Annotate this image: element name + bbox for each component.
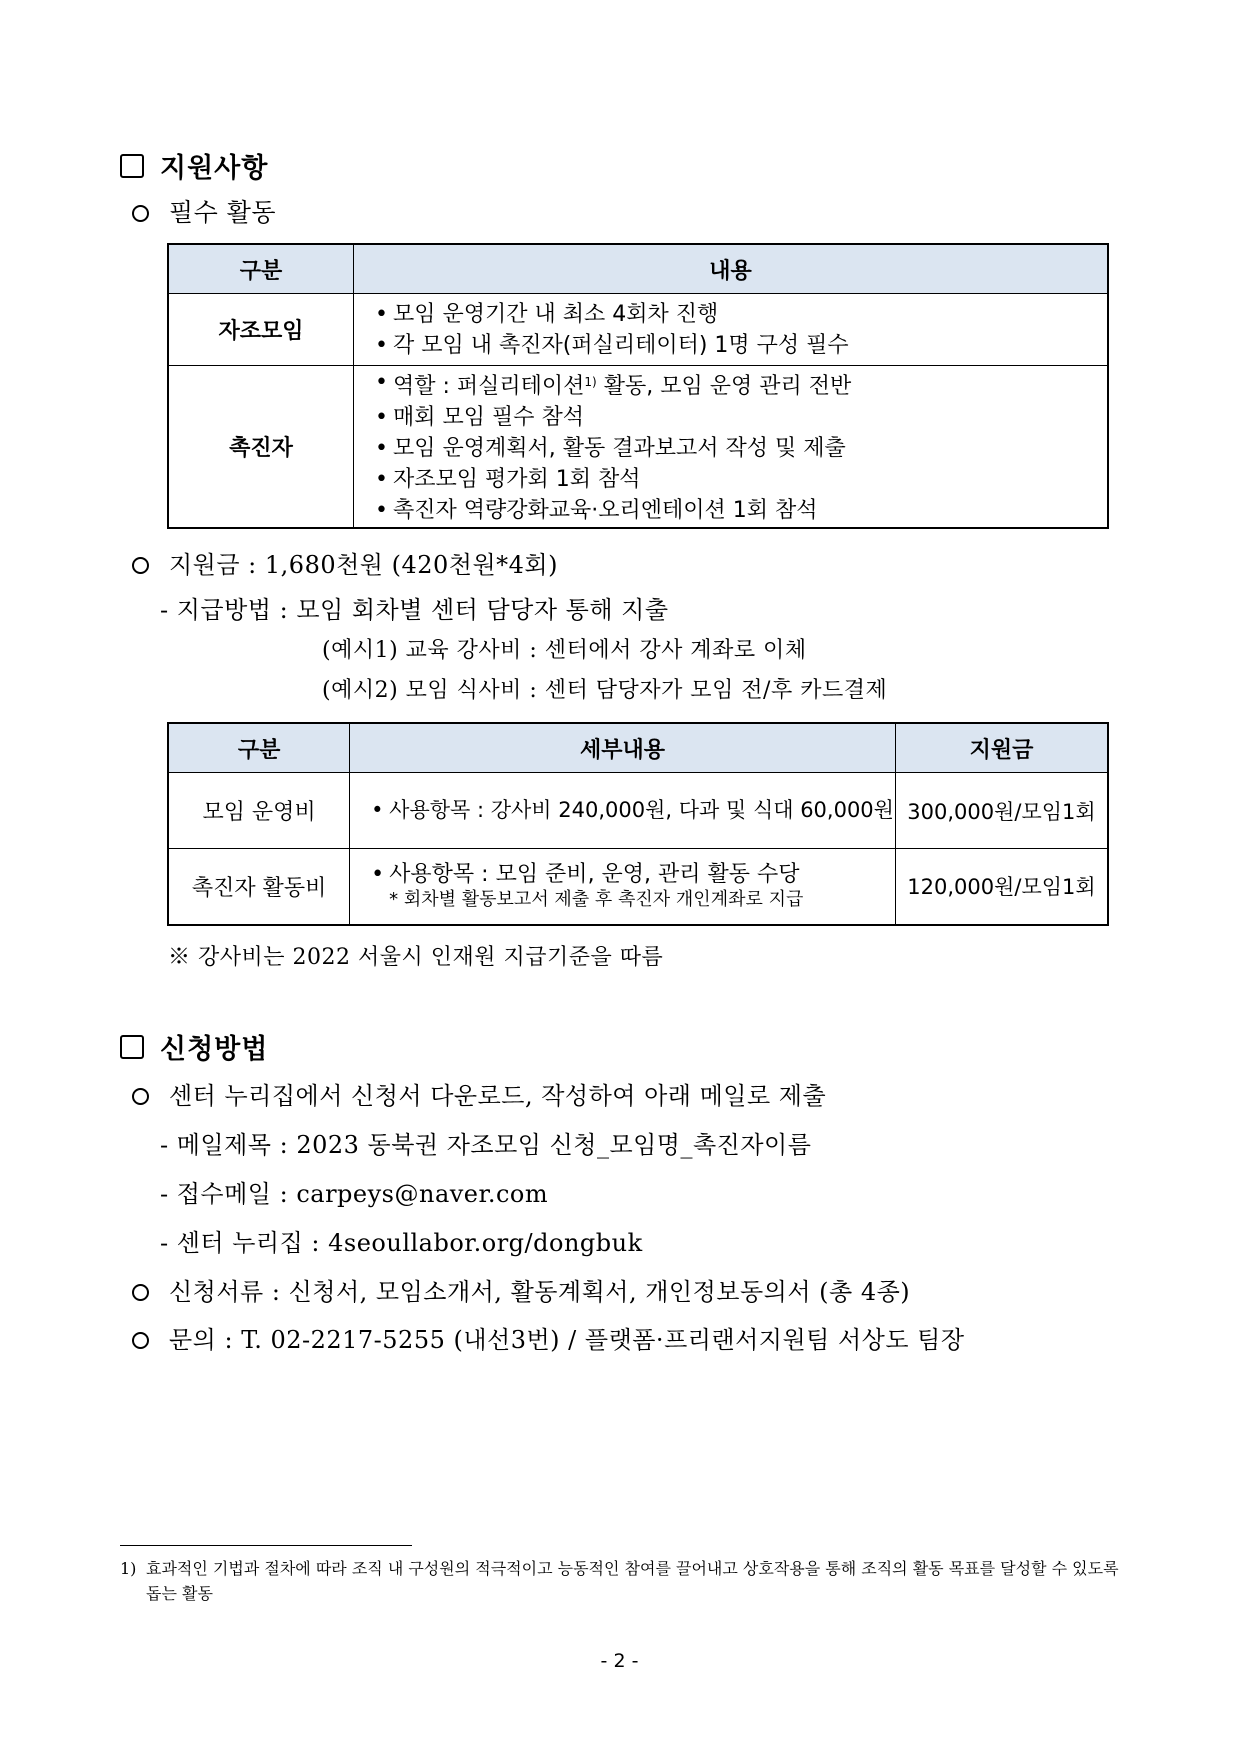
detail-note: * 회차별 활동보고서 제출 후 촉진자 개인계좌로 지급 <box>389 888 804 910</box>
table-row <box>168 849 1108 925</box>
section-heading-support <box>120 146 268 185</box>
website-line: - 센터 누리집 : 4seoullabor.org/dongbuk <box>160 1229 643 1257</box>
list-item: • 역할 : 퍼실리테이션$^{1)}$ 활동, 모임 운영 관리 전반 <box>375 367 1106 402</box>
section-title: 지원사항 <box>160 153 269 184</box>
list-item: • 촉진자 역량강화교육·오리엔테이션 1회 참석 <box>375 495 1106 526</box>
detail-list <box>351 795 894 826</box>
footnote-divider <box>120 1545 412 1546</box>
footnote <box>120 1556 1130 1606</box>
content-list <box>355 367 1106 526</box>
row-label: 모임 운영비 <box>168 773 350 849</box>
required-activity-label: 필수 활동 <box>132 193 276 229</box>
grant-detail-table <box>167 722 1109 926</box>
footnote-number: 1) <box>120 1559 137 1578</box>
list-item: • 매회 모임 필수 참석 <box>375 402 1106 433</box>
circle-bullet-icon <box>132 1284 149 1301</box>
list-item: • 자조모임 평가회 1회 참석 <box>375 464 1106 495</box>
grant-amount: 120,000원/모임1회 <box>895 849 1108 925</box>
table-header: 지원금 <box>895 723 1108 773</box>
circle-bullet-icon <box>132 557 149 574</box>
grant-amount-line: 지원금 : 1,680천원 (420천원*4회) <box>132 545 558 580</box>
section-heading-apply <box>120 1027 268 1066</box>
list-item: • 모임 운영계획서, 활동 결과보고서 작성 및 제출 <box>375 433 1106 464</box>
list-item: • 사용항목 : 강사비 240,000원, 다과 및 식대 60,000원 <box>371 795 894 826</box>
remark-note: ※ 강사비는 2022 서울시 인재원 지급기준을 따름 <box>168 945 664 970</box>
table-row <box>168 366 1108 529</box>
circle-bullet-icon <box>132 1332 149 1349</box>
example-line: (예시2) 모임 식사비 : 센터 담당자가 모임 전/후 카드결제 <box>322 678 888 703</box>
mail-address-line: - 접수메일 : carpeys@naver.com <box>160 1180 549 1208</box>
contact-line: 문의 : T. 02-2217-5255 (내선3번) / 플랫폼·프리랜서지원팀 서상도 팀장 <box>132 1320 965 1355</box>
row-label: 촉진자 <box>168 366 354 529</box>
circle-bullet-icon <box>132 205 149 222</box>
page-number: - 2 - <box>600 1650 639 1672</box>
table-header: 세부내용 <box>350 723 896 773</box>
example-line: (예시1) 교육 강사비 : 센터에서 강사 계좌로 이체 <box>322 638 807 663</box>
circle-bullet-icon <box>132 1088 149 1105</box>
apply-instruction-line: 센터 누리집에서 신청서 다운로드, 작성하여 아래 메일로 제출 <box>132 1076 826 1111</box>
documents-line: 신청서류 : 신청서, 모임소개서, 활동계획서, 개인정보동의서 (총 4종) <box>132 1272 910 1307</box>
square-bullet-icon <box>120 1035 144 1059</box>
square-bullet-icon <box>120 154 144 178</box>
section-title: 신청방법 <box>160 1034 269 1065</box>
grant-amount: 300,000원/모임1회 <box>895 773 1108 849</box>
required-activity-table <box>167 243 1109 529</box>
mail-subject-line: - 메일제목 : 2023 동북권 자조모임 신청_모임명_촉진자이름 <box>160 1131 812 1159</box>
row-label: 자조모임 <box>168 294 354 366</box>
list-item: • 각 모임 내 촉진자(퍼실리테이터) 1명 구성 필수 <box>375 330 1106 361</box>
table-row <box>168 773 1108 849</box>
detail-list <box>351 861 894 888</box>
list-item: • 모임 운영기간 내 최소 4회차 진행 <box>375 299 1106 330</box>
table-header: 구분 <box>168 723 350 773</box>
payment-method-line: - 지급방법 : 모임 회차별 센터 담당자 통해 지출 <box>160 596 669 624</box>
table-header: 내용 <box>354 244 1109 294</box>
table-header: 구분 <box>168 244 354 294</box>
footnote-text: 효과적인 기법과 절차에 따라 조직 내 구성원의 적극적이고 능동적인 참여를 끌어내고 상호작용을 통해 조직의 활동 목표를 달성할 수 있도록 돕는 활동 <box>146 1559 1119 1603</box>
content-list <box>355 299 1106 361</box>
list-item: • 사용항목 : 모임 준비, 운영, 관리 활동 수당 <box>371 861 894 888</box>
row-label: 촉진자 활동비 <box>168 849 350 925</box>
table-row <box>168 294 1108 366</box>
footnote-ref: 1) <box>584 375 597 389</box>
